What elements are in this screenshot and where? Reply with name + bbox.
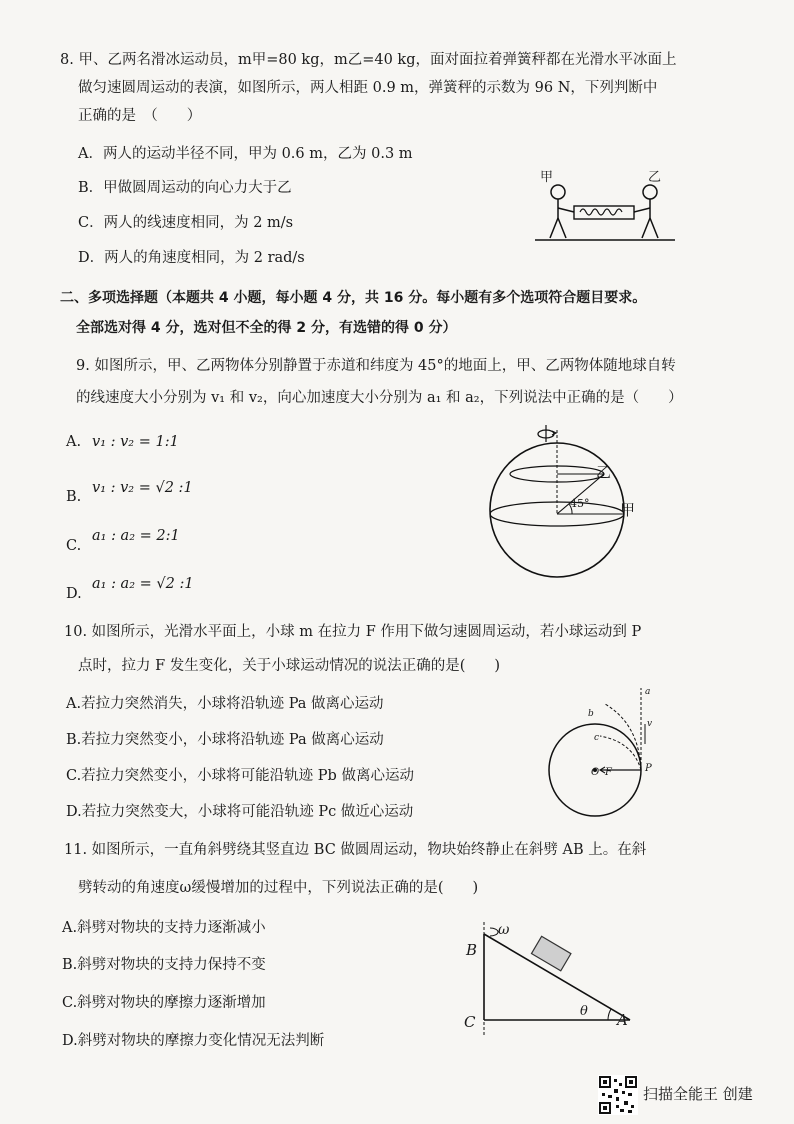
q8-label-yi: 乙 [648,170,662,185]
q10-option-c: C.若拉力突然变小，小球将可能沿轨迹 Pb 做离心运动 [66,768,414,784]
q11-label-omega: ω [498,922,510,938]
q9-stem-line2: 的线速度大小分别为 v₁ 和 v₂，向心加速度大小分别为 a₁ 和 a₂，下列说法中正确的是（ ） [76,390,683,406]
q9-option-c-label: C. [66,538,82,554]
q10-label-p: P [645,763,652,774]
q10-label-o: O [591,767,600,778]
q10-label-c: c [594,733,600,743]
q10-stem-line1: 10. 如图所示，光滑水平面上，小球 m 在拉力 F 作用下做匀速圆周运动，若小球运动到 P [64,624,642,640]
q10-label-a: a [645,687,651,697]
q10-label-v: v [647,719,653,729]
q9-option-a: v₁ : v₂ = 1:1 [92,434,179,450]
q11-stem-line2: 劈转动的角速度ω缓慢增加的过程中，下列说法正确的是( ) [78,880,479,896]
q8-label-jia: 甲 [540,170,554,185]
q9-stem-line1: 9. 如图所示，甲、乙两物体分别静置于赤道和纬度为 45°的地面上，甲、乙两物体随地球自转 [76,358,676,374]
q9-option-b: v₁ : v₂ = √2 :1 [92,480,193,496]
q8-option-c: C．两人的线速度相同，为 2 m/s [78,215,294,231]
qr-code-icon [598,1075,638,1115]
footer-scanner-credit: 扫描全能王 创建 [643,1085,753,1103]
q9-option-d-label: D. [66,586,82,602]
section2-heading-line2: 全部选对得 4 分，选对但不全的得 2 分，有选错的得 0 分） [76,320,457,336]
q10-option-b: B.若拉力突然变小，小球将沿轨迹 Pa 做离心运动 [66,732,384,748]
q9-option-c: a₁ : a₂ = 2:1 [92,528,180,544]
q9-globe-figure [480,420,640,590]
q9-option-b-label: B. [66,489,82,505]
q11-label-c: C [464,1013,476,1031]
q11-stem-line1: 11. 如图所示，一直角斜劈绕其竖直边 BC 做圆周运动，物块始终静止在斜劈 AB 上。在斜 [64,842,647,858]
q11-option-b: B.斜劈对物块的支持力保持不变 [62,957,266,973]
q11-label-theta: θ [580,1004,588,1019]
q11-option-a: A.斜劈对物块的支持力逐渐减小 [62,920,266,936]
q8-option-a: A．两人的运动半径不同，甲为 0.6 m，乙为 0.3 m [78,146,413,162]
q10-option-d: D.若拉力突然变大，小球将可能沿轨迹 Pc 做近心运动 [66,804,414,820]
q10-label-b: b [588,709,594,719]
q10-option-a: A.若拉力突然消失，小球将沿轨迹 Pa 做离心运动 [66,696,384,712]
q8-option-d: D．两人的角速度相同，为 2 rad/s [78,250,305,266]
section2-heading-line1: 二、多项选择题（本题共 4 小题，每小题 4 分，共 16 分。每小题有多个选项符合题目要求。 [60,290,647,306]
q9-option-d: a₁ : a₂ = √2 :1 [92,576,194,592]
q9-angle-label: 45° [570,497,590,510]
q11-wedge-figure [470,918,640,1038]
q9-option-a-label: A. [66,434,82,450]
q9-label-jia: 甲 [620,501,636,519]
q8-stem-line1: 8. 甲、乙两名滑冰运动员，m甲=80 kg，m乙=40 kg，面对面拉着弹簧秤都在光滑水平冰面上 [60,52,677,68]
q11-option-d: D.斜劈对物块的摩擦力变化情况无法判断 [62,1033,325,1049]
q9-label-yi: 乙 [596,463,612,481]
q10-stem-line2: 点时，拉力 F 发生变化，关于小球运动情况的说法正确的是( ) [78,658,501,674]
q8-option-b: B．甲做圆周运动的向心力大于乙 [78,180,292,196]
q10-circle-figure [545,684,665,824]
q11-label-b: B [466,941,478,959]
q11-label-a: A [617,1011,628,1029]
q11-option-c: C.斜劈对物块的摩擦力逐渐增加 [62,995,266,1011]
q8-stem-line2: 做匀速圆周运动的表演，如图所示，两人相距 0.9 m，弹簧秤的示数为 96 N，下列判断中 [78,80,658,96]
q10-label-f: F [605,767,612,778]
q8-stem-line3: 正确的是 （ ） [78,108,202,124]
